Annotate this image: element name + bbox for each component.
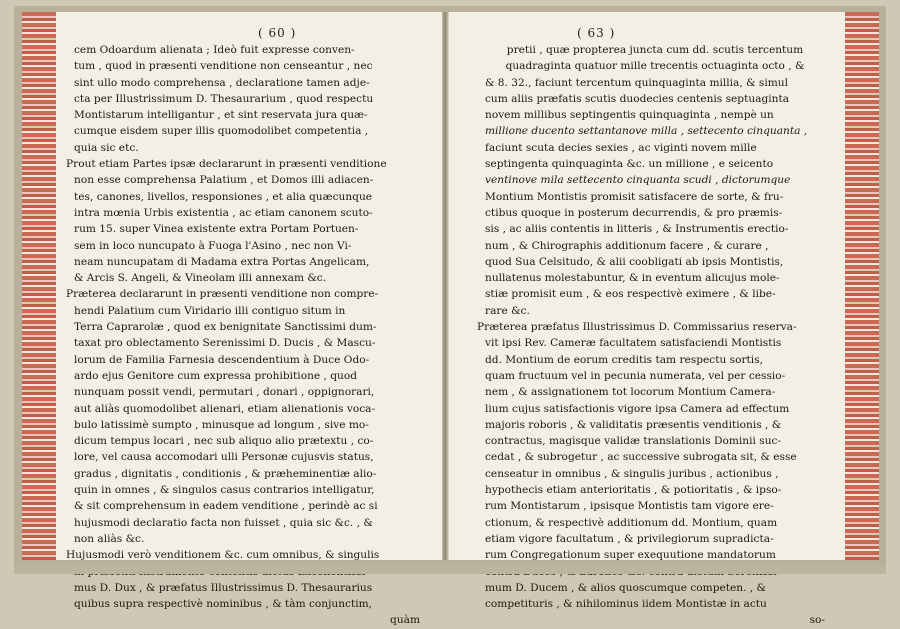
- text-line: tum , quod in præsenti venditione non censeantur , nec: [74, 60, 373, 73]
- text-line: hypothecis etiam anterioritatis , & potioritatis , & ipso-: [485, 484, 782, 497]
- text-line: mum D. Ducem , & alios quoscumque competen. , &: [485, 581, 766, 594]
- text-line: non aliàs &c.: [74, 532, 145, 545]
- book-bottom-edge: [14, 566, 886, 574]
- text-line: bulo latissimè sumpto , minusque ad longum , sive mo-: [74, 418, 369, 431]
- text-line: nunquam possit vendi, permutari , donari , oppignorari,: [74, 386, 375, 399]
- text-line: censeatur in omnibus , & singulis juribus , actionibus ,: [485, 467, 779, 480]
- left-page-number: ( 60 ): [258, 26, 297, 40]
- text-line: tes, canones, livellos, responsiones , et alia quæcunque: [74, 190, 373, 203]
- text-line: num , & Chirographis additionum facere , & curare ,: [485, 239, 769, 252]
- text-line: & sit comprehensum in eadem venditione , perindè ac si: [74, 500, 378, 513]
- text-line: quin in omnes , & singulos casus contrarios intelligatur,: [74, 484, 375, 497]
- text-line: sint ullo modo comprehensa , declaratione tamen adje-: [74, 76, 370, 89]
- text-line: etiam vigore facultatum , & privilegiorum supradicta-: [485, 532, 774, 545]
- text-line: lium cujus satisfactionis vigore ipsa Camera ad effectum: [485, 402, 790, 415]
- text-line: hendi Palatium cum Viridario illi contiguo situm in: [74, 304, 346, 317]
- text-line: pretii , quæ propterea juncta cum dd. scutis tercentum: [506, 44, 804, 56]
- text-line: mus D. Dux , & præfatus Illustrissimus D. Thesaurarius: [74, 581, 373, 594]
- text-line: dd. Montium de eorum creditis tam respectu sortis,: [485, 353, 763, 366]
- text-line: lore, vel causa accomodari ulli Personæ cujusvis status,: [74, 451, 374, 464]
- right-page-red-edge: [845, 12, 879, 560]
- catchword: quàm: [390, 614, 420, 627]
- text-line: gradus , dignitatis , conditionis , & præheminentiæ alio-: [74, 467, 377, 480]
- text-line: Prout etiam Partes ipsæ declararunt in præsenti venditione: [66, 158, 387, 171]
- text-line: & Arcis S. Angeli, & Vineolam illi annexam &c.: [74, 272, 327, 285]
- text-line: Montistarum intelligantur , et sint reservata jura quæ-: [74, 109, 368, 122]
- text-line: quia sic etc.: [74, 141, 139, 154]
- text-line: neam nuncupatam di Madama extra Portas Angelicam,: [74, 255, 370, 268]
- text-line: cum aliis præfatis scutis duodecies centenis septuaginta: [485, 92, 790, 105]
- text-line: stiæ promisit eum , & eos respectivè eximere , & libe-: [485, 288, 776, 301]
- text-line: nem , & assignationem tot locorum Montium Camera-: [485, 386, 776, 399]
- text-line: rum Montistarum , ipsisque Montistis tam vigore ere-: [485, 500, 774, 513]
- text-line: cumque eisdem super illis quomodolibet competentia ,: [74, 125, 369, 138]
- text-line: taxat pro oblectamento Serenissimi D. Ducis , & Mascu-: [74, 337, 376, 350]
- text-line: cem Odoardum alienata ; Ideò fuit expresse conven-: [74, 44, 355, 56]
- right-page-number: ( 63 ): [577, 26, 616, 40]
- text-line: ctibus quoque in posterum decurrendis, & pro præmis-: [485, 206, 783, 219]
- text-line: Montium Montistis promisit satisfacere de sorte, & fru-: [485, 190, 784, 203]
- text-line: & 8. 32., faciunt tercentum quinquaginta millia, & simul: [485, 76, 788, 89]
- text-line: contractus, magisque validæ translationis Dominii suc-: [485, 435, 782, 448]
- left-page-red-edge: [22, 12, 56, 560]
- text-line: quod Sua Celsitudo, & alii coobligati ab ipsis Montistis,: [485, 255, 784, 268]
- right-page: [448, 12, 879, 627]
- text-line: Præterea declararunt in præsenti venditione non compre-: [66, 288, 379, 301]
- catchword: so-: [809, 614, 825, 627]
- left-page: [22, 12, 443, 627]
- text-line: vit ipsi Rev. Cameræ facultatem satisfaciendi Montistis: [485, 337, 782, 350]
- text-line: ardo ejus Genitore cum expressa prohibitione , quod: [74, 369, 358, 382]
- text-line: cedat , & subrogetur , ac successive subrogata sit, & esse: [485, 451, 797, 464]
- text-line: Terra Caprarolæ , quod ex benignitate Sanctissimi dum-: [74, 321, 377, 334]
- text-line: nullatenus molestabuntur, & in eventum alicujus mole-: [485, 272, 780, 285]
- text-line: intra mœnia Urbis existentia , ac etiam canonem scuto-: [74, 206, 373, 219]
- text-line: cta per Illustrissimum D. Thesaurarium , quod respectu: [74, 92, 374, 105]
- text-line: dicum tempus locari , nec sub aliquo alio prætextu , co-: [74, 435, 374, 448]
- text-line: lorum de Familia Farnesia descendentium à Duce Odo-: [74, 353, 370, 366]
- left-page-text: [66, 42, 420, 629]
- text-line: Præterea præfatus Illustrissimus D. Commissarius reserva-: [477, 321, 797, 334]
- open-book: [14, 6, 886, 627]
- text-line: quibus supra respectivè nominibus , & tàm conjunctim,: [74, 598, 373, 611]
- text-line: ventinove mila settecento cinquanta scudi , dictorumque: [485, 174, 791, 187]
- text-line: rare &c.: [485, 304, 530, 317]
- text-line: quam fructuum vel in pecunia numerata, vel per cessio-: [485, 369, 786, 382]
- text-line: millione ducento settantanove milla , settecento cinquanta ,: [485, 125, 808, 138]
- text-line: sis , ac aliis contentis in litteris , & Instrumentis erectio-: [485, 223, 789, 236]
- right-page-text: [477, 42, 825, 629]
- text-line: majoris roboris , & validitatis præsentis venditionis , &: [485, 418, 782, 431]
- text-line: septingenta quinquaginta &c. un millione , e seicento: [485, 158, 774, 171]
- text-line: hujusmodi declaratio facta non fuisset , quia sic &c. , &: [74, 516, 373, 529]
- text-line: Hujusmodi verò venditionem &c. cum omnibus, & singulis: [66, 549, 380, 562]
- text-line: novem millibus septingentis quinquaginta , nempè un: [485, 109, 774, 122]
- text-line: quadraginta quatuor mille trecentis octuaginta octo , &: [505, 60, 805, 73]
- text-line: rum 15. super Vinea existente extra Portam Portuen-: [74, 223, 359, 236]
- text-line: faciunt scuta decies sexies , ac viginti novem mille: [485, 141, 757, 154]
- text-line: aut aliàs quomodolibet alienari, etiam alienationis voca-: [74, 402, 376, 415]
- text-line: non esse comprehensa Palatium , et Domos illi adiacen-: [74, 174, 374, 187]
- text-line: rum Congregationum super exequutione mandatorum: [485, 549, 776, 562]
- text-line: competituris , & nihilominus iidem Montistæ in actu: [485, 598, 767, 611]
- text-line: ctionum, & respectivè additionum dd. Montium, quam: [485, 516, 778, 529]
- text-line: sem in loco nuncupato à Fuoga l'Asino , nec non Vi-: [74, 239, 352, 252]
